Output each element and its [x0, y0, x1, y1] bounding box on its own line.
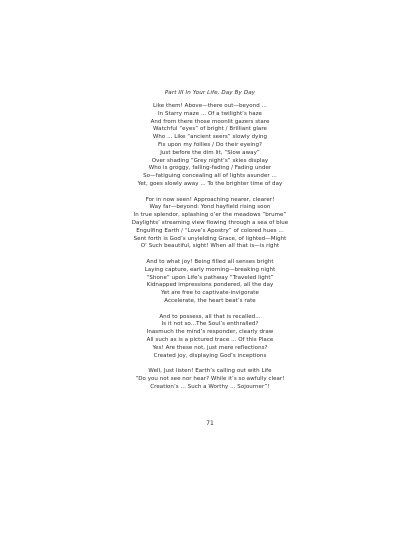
poem-line: Who is groggy, falling-fading / Fading under	[148, 165, 272, 172]
poem-line: “Shone” upon Life’s pathway “Traveled light”	[146, 274, 274, 281]
poem-stanza-5	[0, 368, 420, 391]
poem-line: Well, Just listen! Earth’s calling out with Life	[148, 368, 272, 375]
poem-line: Fix upon my follies / Do their eyeing?	[158, 141, 262, 148]
poem-line: Like them! Above—there out—beyond ...	[153, 103, 267, 109]
poem-line: Inasmuch the mind’s responder, clearly draw	[146, 329, 274, 336]
poem-line: Yes! Are these not, just mere reflections?	[152, 344, 268, 351]
poem-line: And to what joy! Being filled all senses bright	[146, 258, 274, 265]
poem-line: “Do you not see nor hear? While it’s so awfully clear!	[135, 375, 285, 382]
poem-line: Yet, goes slowly away ... To the brighter time of day	[137, 180, 283, 187]
poem-line: Way far—beyond: Yond hayfield rising soon	[149, 204, 271, 211]
poem-line: O’ Such beautiful, sight! When all that is—is right	[140, 243, 280, 250]
poem-line: In Starry maze ... Of a twilight’s haze	[158, 110, 262, 117]
poem-line: And from there those moonlit gazers stare	[150, 118, 270, 125]
poem-line: Daylights’ streaming view flowing through a sea of blue	[131, 219, 289, 226]
poem-line: Kidnapped impressions pondered, all the day	[146, 282, 274, 289]
poem-line: Watchful “eyes” of bright / Brilliant glare	[153, 126, 267, 133]
poem-line: Sent forth is God’s unyielding Grace, of lighted—Might	[133, 235, 287, 242]
poem-stanza-2	[0, 197, 420, 252]
poem-line: So—fatiguing concealing all of lights asunder ...	[143, 173, 277, 180]
poem-line: For in now seen! Approaching nearer, clearer!	[145, 196, 275, 203]
poem-line: Engulfing Earth / “Love’s Apostry” of colored hues ...	[136, 227, 284, 234]
poem-line: Yet are free to captivate-invigorate	[161, 290, 259, 297]
poem-line: All such as is a pictured trace ... Of this Place	[146, 336, 274, 343]
poem	[0, 103, 420, 399]
poem-line: Laying capture, early morning—breaking night	[144, 266, 276, 273]
poem-stanza-1	[0, 103, 420, 189]
poem-line: And to possess, all that is recalled...	[159, 313, 261, 320]
poem-line: Accelerate, the heart beat’s rate	[164, 297, 256, 304]
poem-line: Created joy, displaying God’s inceptions	[153, 352, 267, 359]
poem-stanza-3	[0, 259, 420, 306]
poem-line: Just before the dim lit, “Slow away”	[160, 149, 260, 156]
page-number: 71	[206, 420, 214, 427]
poem-line: Who ... Like “ancient seers” slowly dying	[152, 134, 268, 141]
poem-line: Over shading “Grey night’s” skies display	[151, 157, 269, 164]
poem-stanza-4	[0, 314, 420, 361]
poem-line: In true splendor, splashing o’er the meadows “brume”	[133, 212, 287, 219]
running-header: Part III In Your Life, Day By Day	[164, 90, 256, 96]
poem-line: Is it not so...The Soul’s enthralled?	[161, 321, 259, 328]
poem-line: Creation’s ... Such a Worthy ... Sojourner”!	[150, 383, 270, 390]
